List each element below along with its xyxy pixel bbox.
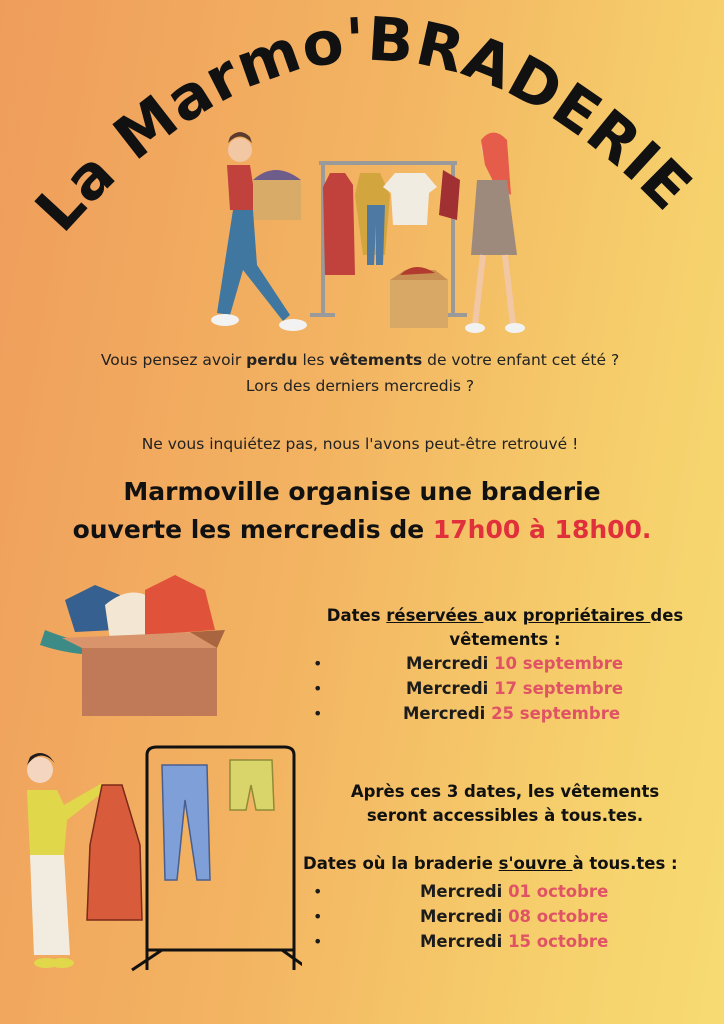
intro-line-2: Lors des derniers mercredis ? <box>245 377 475 395</box>
after-dates-text: Après ces 3 dates, les vêtements seront accessibles à tous.tes. <box>350 782 660 825</box>
list-bullet: • <box>313 704 323 723</box>
open-date-2: Mercredi 08 octobre <box>420 907 609 926</box>
intro-line-3: Ne vous inquiétez pas, nous l'avons peut-être retrouvé ! <box>141 435 579 453</box>
clothes-rack-illustration <box>195 125 535 340</box>
clothes-box-illustration <box>40 560 230 720</box>
open-heading: Dates où la braderie s'ouvre à tous.tes : <box>303 854 678 873</box>
list-bullet: • <box>313 654 323 673</box>
woman-rack-illustration <box>22 745 302 975</box>
list-bullet: • <box>313 907 323 926</box>
reserved-date-2: Mercredi 17 septembre <box>406 679 624 698</box>
poster-title: La Marmo'BRADERIE <box>22 4 706 246</box>
list-bullet: • <box>313 679 323 698</box>
list-bullet: • <box>313 932 323 951</box>
intro-line-1: Vous pensez avoir perdu les vêtements de votre enfant cet été ? <box>100 351 620 369</box>
reserved-date-1: Mercredi 10 septembre <box>406 654 624 673</box>
headline-line-2: ouverte les mercredis de 17h00 à 18h00. <box>72 515 652 544</box>
reserved-date-3: Mercredi 25 septembre <box>403 704 621 723</box>
opening-hours: 17h00 à 18h00. <box>432 515 652 544</box>
open-date-3: Mercredi 15 octobre <box>420 932 609 951</box>
list-bullet: • <box>313 882 323 901</box>
headline-line-1: Marmoville organise une braderie <box>123 477 601 506</box>
reserved-heading: Dates réservées aux propriétaires des vêtements : <box>326 606 684 649</box>
open-date-1: Mercredi 01 octobre <box>420 882 609 901</box>
